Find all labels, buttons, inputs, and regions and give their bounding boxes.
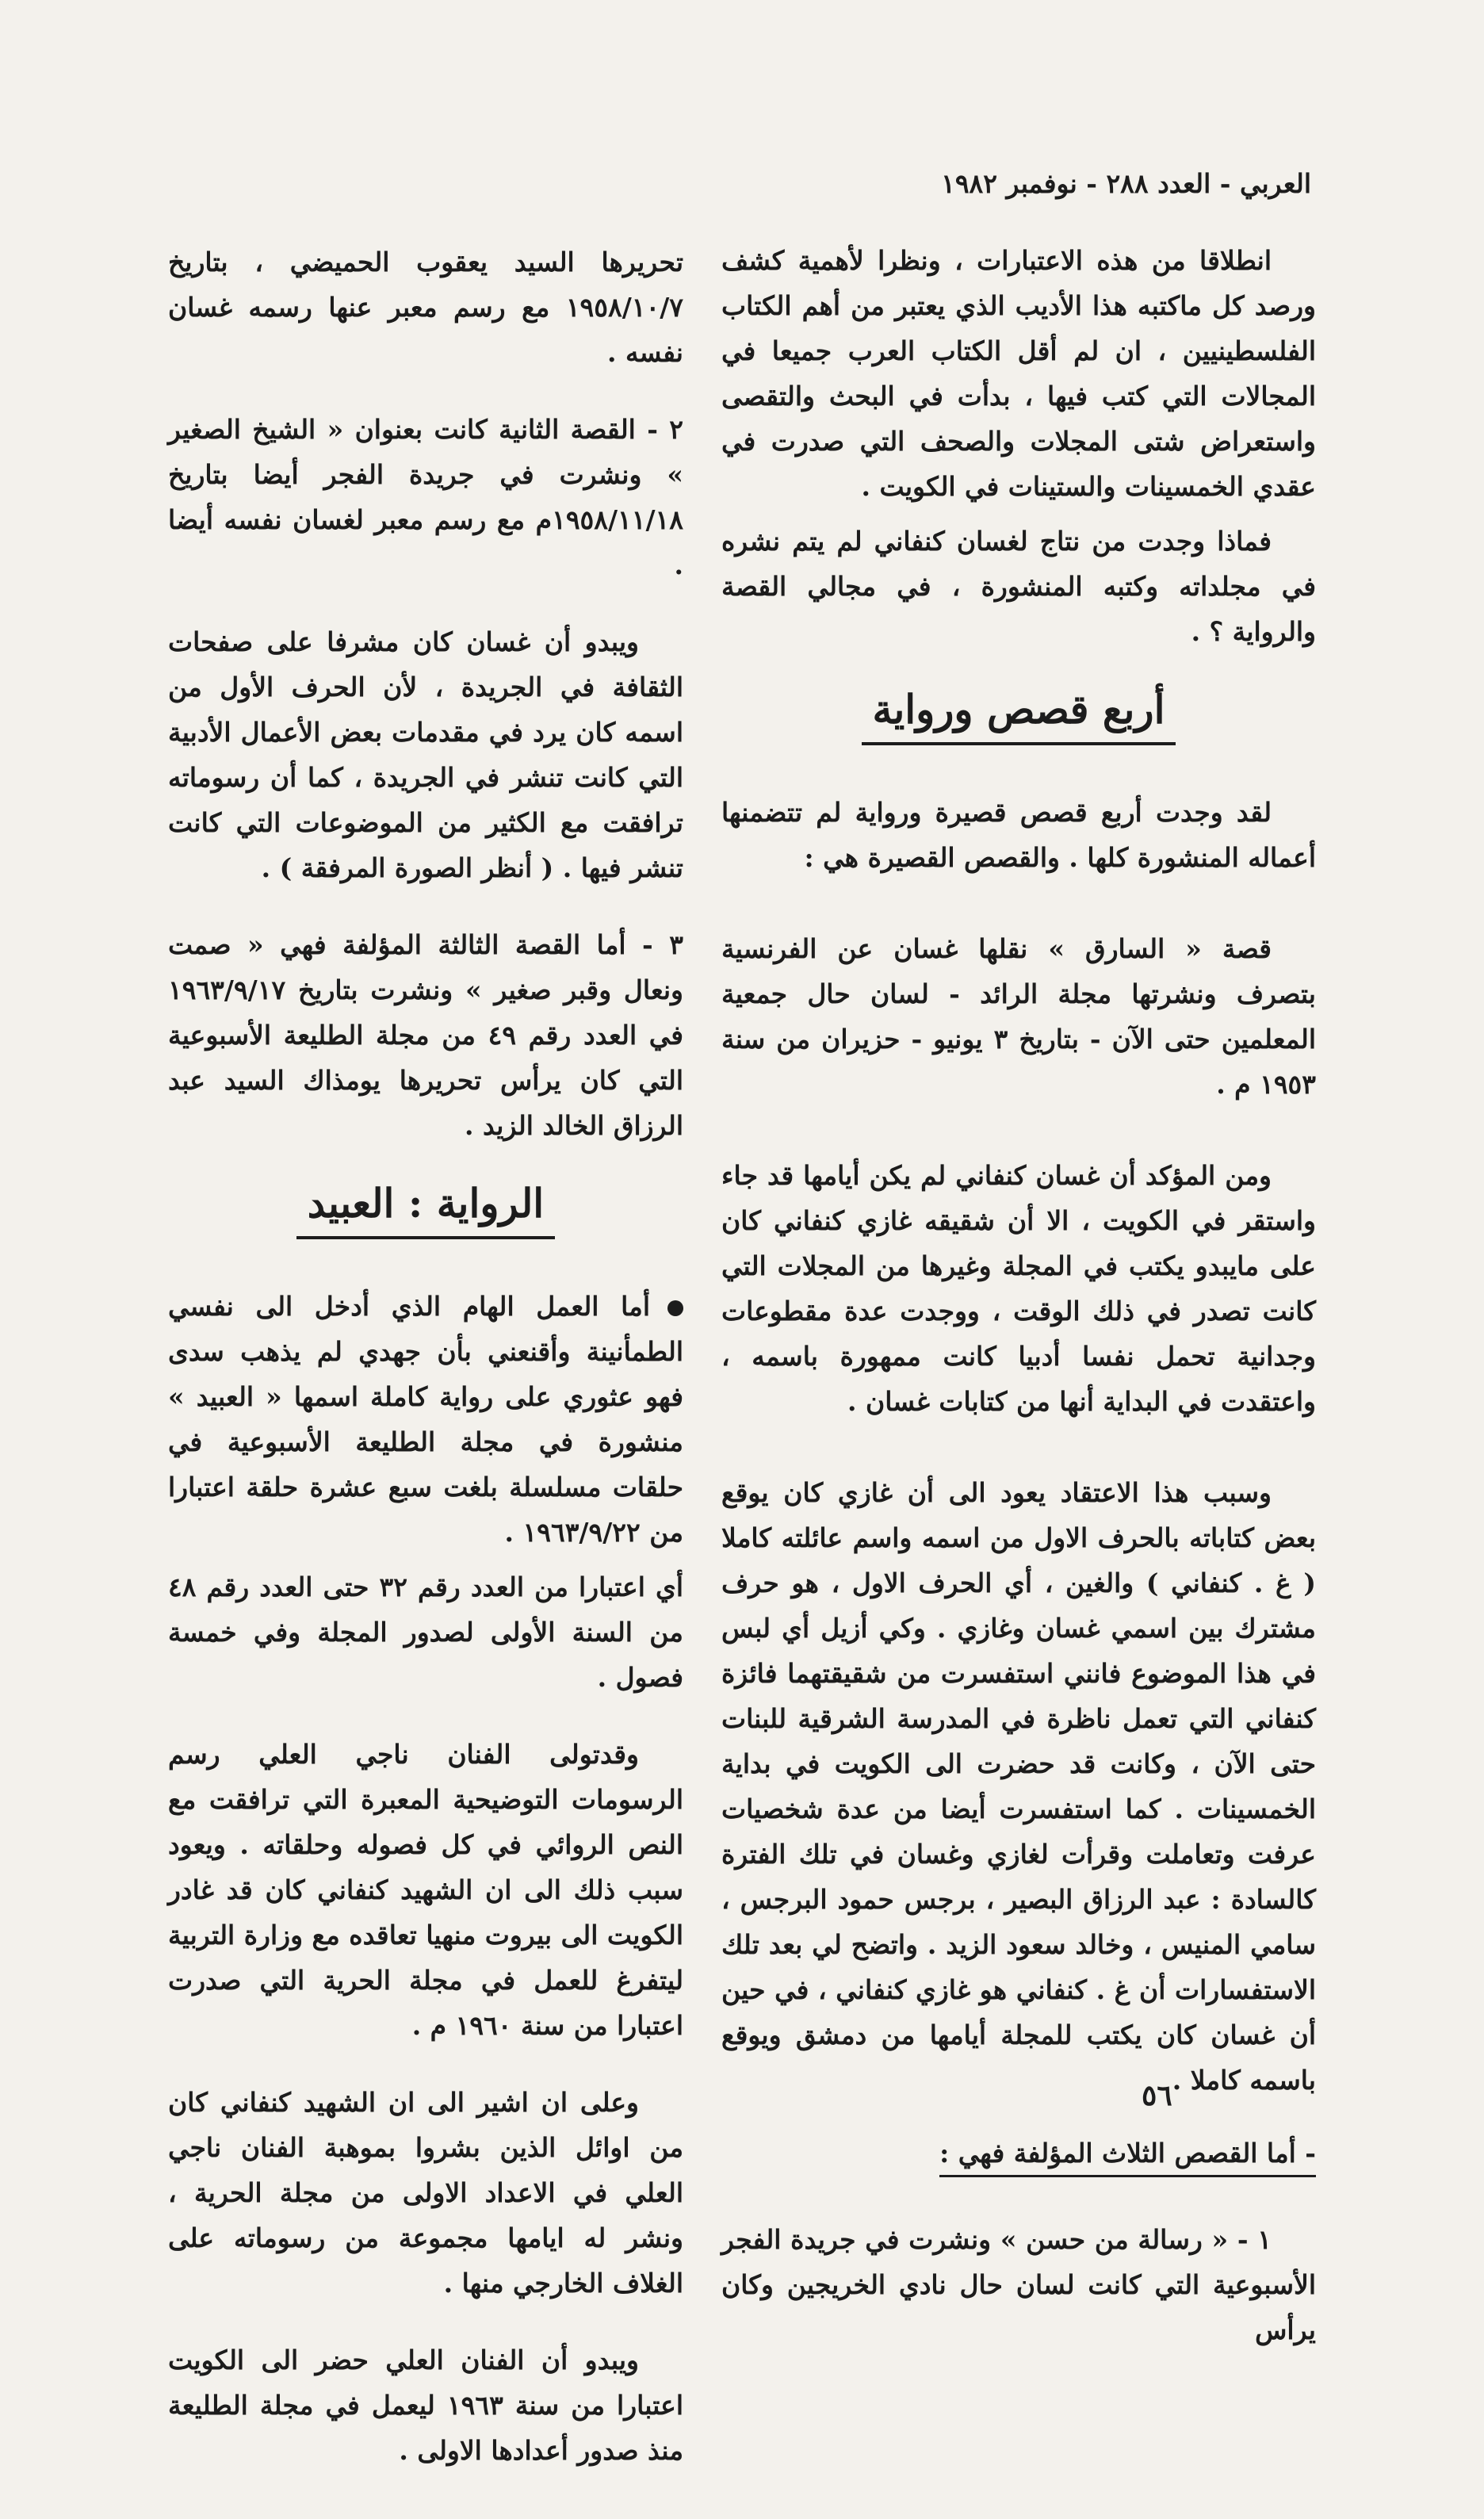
section-heading bbox=[168, 1180, 683, 1239]
paragraph: ويبدو أن الفنان العلي حضر الى الكويت اعتبارا من سنة ١٩٦٣ ليعمل في مجلة الطليعة منذ صدور أعدادها الاولى . bbox=[168, 2345, 683, 2466]
paragraph: لقد وجدت أربع قصص قصيرة ورواية لم تتضمنها أعماله المنشورة كلها . والقصص القصيرة هي : bbox=[721, 797, 1316, 873]
paragraph: ١ - « رسالة من حسن » ونشرت في جريدة الفجر الأسبوعية التي كانت لسان حال نادي الخريجين وكان يرأس bbox=[721, 2224, 1316, 2345]
paragraph bbox=[168, 1284, 683, 1555]
paragraph: تحريرها السيد يعقوب الحميضي ، بتاريخ ١٩٥٨/١٠/٧ مع رسم معبر عنها رسمه غسان نفسه . bbox=[168, 247, 683, 368]
subheading-wrap bbox=[721, 2134, 1316, 2217]
paragraph: ٣ - أما القصة الثالثة المؤلفة فهي « صمت ونعال وقبر صغير » ونشرت بتاريخ ١٩٦٣/٩/١٧ في العدد رقم ٤٩ من مجلة الطليعة الأسبوعية التي كان يرأس تحريرها يومذاك السيد عبد الرزاق الخالد الزيد . bbox=[168, 929, 683, 1141]
paragraph: وعلى ان اشير الى ان الشهيد كنفاني كان من اوائل الذين بشروا بموهبة الفنان ناجي العلي في الاعداد الاولى من مجلة الحرية ، ونشر له ايامها مجموعة من رسوماته على الغلاف الخارجي منها . bbox=[168, 2087, 683, 2299]
paragraph: انطلاقا من هذه الاعتبارات ، ونظرا لأهمية كشف ورصد كل ماكتبه هذا الأديب الذي يعتبر من أهم الكتاب الفلسطينيين ، ان لم أقل الكتاب العرب جميعا في المجالات التي كتب فيها ، بدأت في البحث والتقصى واستعراض شتى المجلات والصحف التي صدرت في عقدي الخمسينات والستينات في الكويت . bbox=[721, 245, 1316, 502]
left-column bbox=[168, 239, 683, 2519]
section-heading-text: الرواية : العبيد bbox=[296, 1180, 555, 1239]
section-heading-text: أربع قصص ورواية bbox=[862, 686, 1176, 745]
subheading: - أما القصص الثلاث المؤلفة فهي : bbox=[939, 2138, 1316, 2177]
paragraph: ويبدو أن غسان كان مشرفا على صفحات الثقافة في الجريدة ، لأن الحرف الأول من اسمه كان يرد في مقدمات بعض الأعمال الأدبية التي كانت تنشر في الجريدة ، كما أن رسوماته ترافقت مع الكثير من الموضوعات التي كانت تنشر فيها . ( أنظر الصورة المرفقة ) . bbox=[168, 626, 683, 883]
paragraph: أي اعتبارا من العدد رقم ٣٢ حتى العدد رقم ٤٨ من السنة الأولى لصدور المجلة وفي خمسة فصول . bbox=[168, 1572, 683, 1693]
section-heading bbox=[721, 686, 1316, 745]
running-header: العربي - العدد ٢٨٨ - نوفمبر ١٩٨٢ bbox=[941, 168, 1311, 199]
right-column bbox=[721, 238, 1316, 2398]
page-number: ٥٦ bbox=[1142, 2079, 1172, 2112]
paragraph: وسبب هذا الاعتقاد يعود الى أن غازي كان يوقع بعض كتاباته بالحرف الاول من اسمه واسم عائلته كاملا ( غ . كنفاني ) والغين ، أي الحرف الاول ، هو حرف مشترك بين اسمي غسان وغازي . وكي أزيل أي لبس في هذا الموضوع فانني استفسرت من شقيقتهما فائزة كنفاني التي تعمل ناظرة في المدرسة الشرقية للبنات حتى الآن ، وكانت قد حضرت الى الكويت في بداية الخمسينات . كما استفسرت أيضا من عدة شخصيات عرفت وتعاملت وقرأت لغازي وغسان في تلك الفترة كالسادة : عبد الرزاق البصير ، برجس حمود البرجس ، سامي المنيس ، وخالد سعود الزيد . واتضح لي بعد تلك الاستفسارات أن غ . كنفاني هو غازي كنفاني ، في حين أن غسان كان يكتب للمجلة أيامها من دمشق ويوقع باسمه كاملا . bbox=[721, 1477, 1316, 2096]
paragraph-text: أما العمل الهام الذي أدخل الى نفسي الطمأنينة وأقنعني بأن جهدي لم يذهب سدى فهو عثوري على رواية كاملة اسمها « العبيد » منشورة في مجلة الطليعة الأسبوعية في حلقات مسلسلة بلغت سبع عشرة حلقة اعتبارا من ١٩٦٣/٩/٢٢ . bbox=[168, 1291, 683, 1548]
paragraph: ٢ - القصة الثانية كانت بعنوان « الشيخ الصغير » ونشرت في جريدة الفجر أيضا بتاريخ ١٩٥٨/١١/١٨م مع رسم معبر لغسان نفسه أيضا . bbox=[168, 414, 683, 580]
paragraph: وقدتولى الفنان ناجي العلي رسم الرسومات التوضيحية المعبرة التي ترافقت مع النص الروائي في كل فصوله وحلقاته . ويعود سبب ذلك الى ان الشهيد كنفاني كان قد غادر الكويت الى بيروت منهيا تعاقده مع وزارة التربية ليتفرغ للعمل في مجلة الحرية التي صدرت اعتبارا من سنة ١٩٦٠ م . bbox=[168, 1739, 683, 2041]
paragraph: قصة « السارق » نقلها غسان عن الفرنسية بتصرف ونشرتها مجلة الرائد - لسان حال جمعية المعلمين حتى الآن - بتاريخ ٣ يونيو - حزيران من سنة ١٩٥٣ م . bbox=[721, 933, 1316, 1100]
bullet-icon bbox=[667, 1300, 683, 1316]
paragraph: فماذا وجدت من نتاج لغسان كنفاني لم يتم نشره في مجلداته وكتبه المنشورة ، في مجالي القصة والرواية ؟ . bbox=[721, 526, 1316, 647]
paragraph: ومن المؤكد أن غسان كنفاني لم يكن أيامها قد جاء واستقر في الكويت ، الا أن شقيقه غازي كنفاني كان على مايبدو يكتب في المجلة وغيرها من المجلات التي كانت تصدر في ذلك الوقت ، ووجدت عدة مقطوعات وجدانية تحمل نفسا أدبيا كانت ممهورة باسمه ، واعتقدت في البداية أنها من كتابات غسان . bbox=[721, 1160, 1316, 1417]
